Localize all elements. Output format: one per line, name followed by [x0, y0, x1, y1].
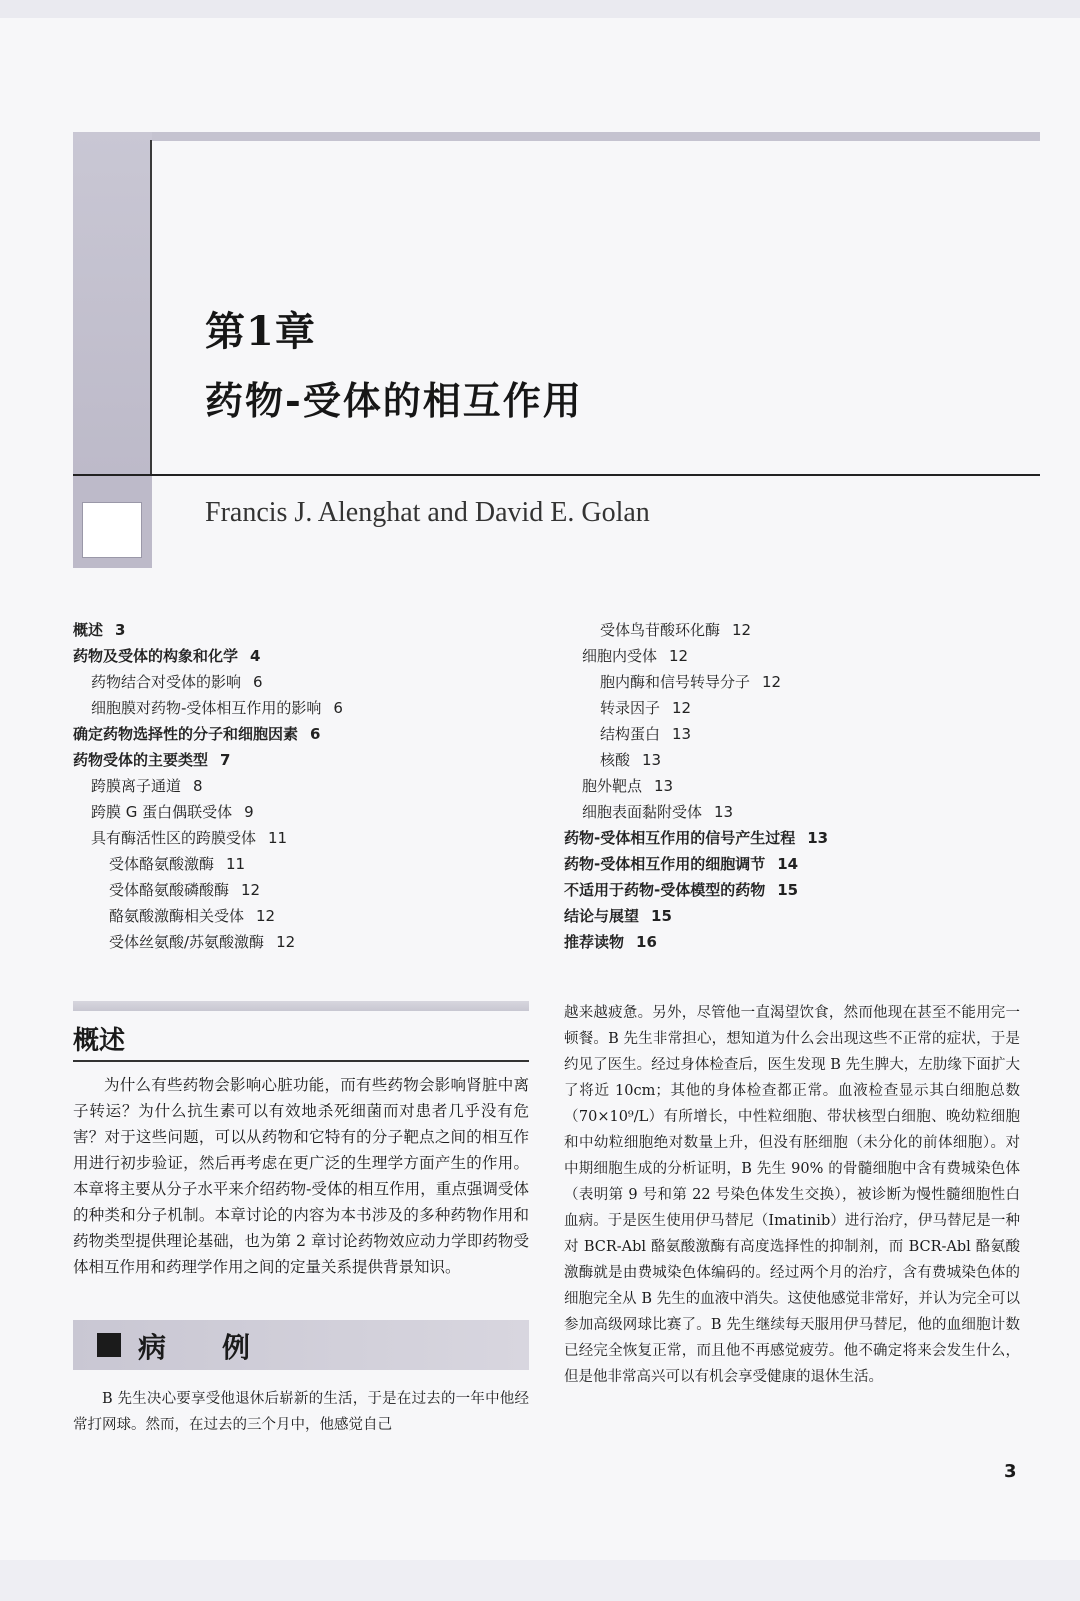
chapter-vertical-line [150, 140, 152, 475]
chapter-side-block [73, 132, 152, 475]
toc-entry-page: 12 [276, 933, 296, 951]
case-label-1: 病 [138, 1331, 167, 1364]
toc-entry [73, 929, 543, 955]
toc-entry-page: 11 [226, 855, 246, 873]
toc-entry-label: 药物结合对受体的影响 [91, 673, 242, 691]
toc-entry [564, 643, 1040, 669]
toc-entry-page: 13 [672, 725, 692, 743]
toc-entry [564, 929, 1040, 955]
toc-entry-page: 15 [651, 907, 672, 925]
toc-entry [73, 825, 543, 851]
case-body-right: 越来越疲惫。另外，尽管他一直渴望饮食，然而他现在甚至不能用完一顿餐。B 先生非常担心，想知道为什么会出现这些不正常的症状，于是约见了医生。经过身体检查后，医生发现 B 先生脾大，左肋缘下面扩大了将近 10cm；其他的身体检查都正常。血液检查显示其白细胞总数（70×10⁹/L）有所增长，中性粒细胞、带状核型白细胞、晚幼粒细胞和中幼粒细胞绝对数量上升，但没有胚细胞（未分化的前体细胞）。对中期细胞生成的分析证明，B 先生 90% 的骨髓细胞中含有费城染色体（表明第 9 号和第 22 号染色体发生交换），被诊断为慢性髓细胞性白血病。于是医生使用伊马替尼（Imatinib）进行治疗，伊马替尼是一种对 BCR-Abl 酪氨酸激酶有高度选择性的抑制剂，而 BCR-Abl 酪氨酸激酶就是由费城染色体编码的。经过两个月的治疗，含有费城染色体的细胞完全从 B 先生的血液中消失。这使他感觉非常好，并认为完全可以参加高级网球比赛了。B 先生继续每天服用伊马替尼，他的血细胞计数已经完全恢复正常，而且他不再感觉疲劳。他不确定将来会发生什么，但是他非常高兴可以有机会享受健康的退休生活。 [564, 1005, 1020, 1385]
toc-entry-label: 概述 [73, 621, 104, 639]
toc-entry-page: 6 [333, 699, 343, 717]
toc-entry-label: 确定药物选择性的分子和细胞因素 [73, 725, 299, 743]
toc-entry-label: 跨膜离子通道 [91, 777, 182, 795]
toc-entry-label: 细胞表面黏附受体 [582, 803, 703, 821]
toc-entry-page: 12 [256, 907, 276, 925]
bottom-margin [0, 1560, 1080, 1601]
toc-right-column [564, 617, 1040, 955]
chapter-title: 药物-受体的相互作用 [205, 378, 583, 423]
toc-entry [73, 877, 543, 903]
chapter-number: 第1章 [205, 308, 316, 355]
toc-entry [564, 617, 1040, 643]
toc-entry-page: 12 [241, 881, 261, 899]
toc-entry [73, 643, 543, 669]
toc-entry-label: 药物-受体相互作用的信号产生过程 [564, 829, 796, 847]
toc-entry-page: 14 [777, 855, 799, 873]
toc-entry-label: 药物受体的主要类型 [73, 751, 209, 769]
case-square-icon [97, 1333, 121, 1357]
toc-entry-label: 药物-受体相互作用的细胞调节 [564, 855, 766, 873]
page-number: 3 [1004, 1461, 1017, 1482]
toc-entry-label: 具有酶活性区的跨膜受体 [91, 829, 257, 847]
toc-entry [564, 877, 1040, 903]
toc-entry [73, 851, 543, 877]
toc-entry-label: 药物及受体的构象和化学 [73, 647, 239, 665]
toc-entry-page: 7 [220, 751, 231, 769]
case-label-2: 例 [222, 1331, 251, 1364]
toc-entry-label: 跨膜 G 蛋白偶联受体 [91, 803, 233, 821]
toc-entry-page: 12 [762, 673, 782, 691]
toc-entry-page: 12 [732, 621, 752, 639]
toc-entry [564, 851, 1040, 877]
toc-entry [564, 903, 1040, 929]
toc-entry [564, 721, 1040, 747]
chapter-divider [73, 474, 1040, 476]
overview-rule [73, 1060, 529, 1062]
toc-entry [564, 799, 1040, 825]
toc-entry [564, 825, 1040, 851]
toc-entry-label: 核酸 [600, 751, 631, 769]
toc-entry [73, 799, 543, 825]
overview-bar [73, 1001, 529, 1011]
toc-entry [73, 695, 543, 721]
overview-heading: 概述 [73, 1026, 126, 1056]
toc-entry [73, 747, 543, 773]
toc-entry-page: 12 [669, 647, 689, 665]
toc-entry [73, 773, 543, 799]
toc-entry-page: 13 [654, 777, 674, 795]
toc-entry-label: 推荐读物 [564, 933, 625, 951]
toc-entry [73, 669, 543, 695]
toc-entry-page: 4 [250, 647, 261, 665]
chapter-top-bar [152, 132, 1040, 141]
toc-entry-page: 6 [253, 673, 263, 691]
toc-entry [564, 695, 1040, 721]
author-box-inner [82, 502, 142, 558]
toc-entry-page: 6 [310, 725, 321, 743]
toc-entry-label: 受体酪氨酸磷酸酶 [109, 881, 230, 899]
toc-entry-page: 16 [636, 933, 657, 951]
toc-entry-label: 胞内酶和信号转导分子 [600, 673, 751, 691]
toc-entry [564, 773, 1040, 799]
toc-entry [73, 617, 543, 643]
toc-entry-page: 3 [115, 621, 126, 639]
toc-entry-page: 12 [672, 699, 692, 717]
toc-entry-page: 11 [268, 829, 288, 847]
toc-entry-label: 细胞内受体 [582, 647, 658, 665]
toc-entry-label: 受体丝氨酸/苏氨酸激酶 [109, 933, 265, 951]
toc-entry-label: 结构蛋白 [600, 725, 661, 743]
overview-body: 为什么有些药物会影响心脏功能，而有些药物会影响肾脏中离子转运？为什么抗生素可以有效地杀死细菌而对患者几乎没有危害？对于这些问题，可以从药物和它特有的分子靶点之间的相互作用进行初步验证，然后再考虑在更广泛的生理学方面产生的作用。本章将主要从分子水平来介绍药物-受体的相互作用，重点强调受体的种类和分子机制。本章讨论的内容为本书涉及的多种药物作用和药物类型提供理论基础，也为第 2 章讨论药物效应动力学即药物受体相互作用和药理学作用之间的定量关系提供背景知识。 [73, 1076, 529, 1276]
toc-entry [73, 721, 543, 747]
toc-entry-label: 转录因子 [600, 699, 661, 717]
toc-entry-page: 8 [193, 777, 203, 795]
top-margin [0, 0, 1080, 18]
toc-entry-label: 酪氨酸激酶相关受体 [109, 907, 245, 925]
toc-entry-page: 15 [777, 881, 799, 899]
toc-entry-page: 13 [714, 803, 734, 821]
toc-entry-label: 受体鸟苷酸环化酶 [600, 621, 721, 639]
toc-entry-label: 胞外靶点 [582, 777, 643, 795]
toc-entry-label: 受体酪氨酸激酶 [109, 855, 215, 873]
toc-entry-page: 13 [642, 751, 662, 769]
toc-entry-label: 不适用于药物-受体模型的药物 [564, 881, 766, 899]
toc-entry-label: 细胞膜对药物-受体相互作用的影响 [91, 699, 322, 717]
toc-entry-page: 13 [807, 829, 829, 847]
case-body-left: B 先生决心要享受他退休后崭新的生活，于是在过去的一年中他经常打网球。然而，在过去的三个月中，他感觉自己 [73, 1391, 529, 1433]
toc-entry [73, 903, 543, 929]
toc-entry [564, 747, 1040, 773]
toc-left-column [73, 617, 543, 955]
toc-entry-label: 结论与展望 [564, 907, 640, 925]
toc-entry-page: 9 [244, 803, 254, 821]
toc-entry [564, 669, 1040, 695]
chapter-authors: Francis J. Alenghat and David E. Golan [205, 497, 650, 528]
